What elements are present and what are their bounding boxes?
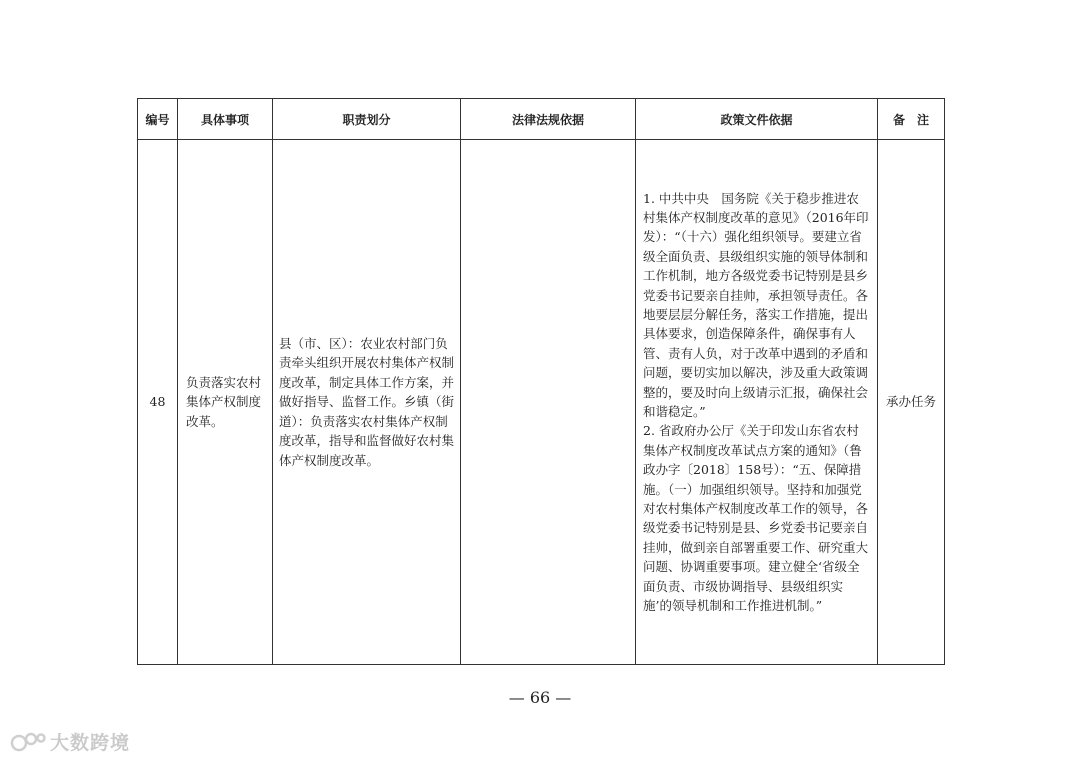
brand-logo-icon	[10, 730, 46, 754]
header-duty: 职责划分	[273, 99, 461, 140]
cell-law	[461, 140, 636, 665]
cell-no: 48	[138, 140, 178, 665]
header-law: 法律法规依据	[461, 99, 636, 140]
cell-policy	[636, 140, 878, 665]
header-no: 编号	[138, 99, 178, 140]
cell-item: 负责落实农村集体产权制度改革。	[178, 140, 273, 665]
table-header-row	[138, 99, 945, 140]
page-number: — 66 —	[508, 688, 572, 707]
policy-basis-2: 2. 省政府办公厅《关于印发山东省农村集体产权制度改革试点方案的通知》（鲁政办字〔2018〕158号）：“五、保障措施。（一）加强组织领导。坚持和加强党对农村集体产权制度改革工作的领导，各级党委书记特别是县、乡党委书记要亲自挂帅，做到亲自部署重要工作、研究重大问题、协调重要事项。建立健全‘省级全面负责、市级协调指导、县级组织实施’的领导机制和工作推进机制。”	[643, 423, 869, 614]
table-row	[138, 140, 945, 665]
header-item: 具体事项	[178, 99, 273, 140]
responsibility-table	[137, 98, 945, 665]
cell-note: 承办任务	[878, 140, 945, 665]
watermark	[10, 728, 130, 755]
header-policy: 政策文件依据	[636, 99, 878, 140]
policy-basis-1: 1. 中共中央 国务院《关于稳步推进农村集体产权制度改革的意见》（2016年印发）：“（十六）强化组织领导。要建立省级全面负责、县级组织实施的领导体制和工作机制，地方各级党委书记特别是县乡党委书记要亲自挂帅，承担领导责任。各地要层层分解任务，落实工作措施，提出具体要求，创造保障条件，确保事有人管、责有人负，对于改革中遇到的矛盾和问题，要切实加以解决，涉及重大政策调整的，要及时向上级请示汇报，确保社会和谐稳定。”	[643, 190, 869, 419]
header-note: 备 注	[878, 99, 945, 140]
cell-duty: 县（市、区）：农业农村部门负责牵头组织开展农村集体产权制度改革，制定具体工作方案，并做好指导、监督工作。乡镇（街道）：负责落实农村集体产权制度改革，指导和监督做好农村集体产权制度改革。	[273, 140, 461, 665]
watermark-text: 大数跨境	[50, 732, 131, 754]
